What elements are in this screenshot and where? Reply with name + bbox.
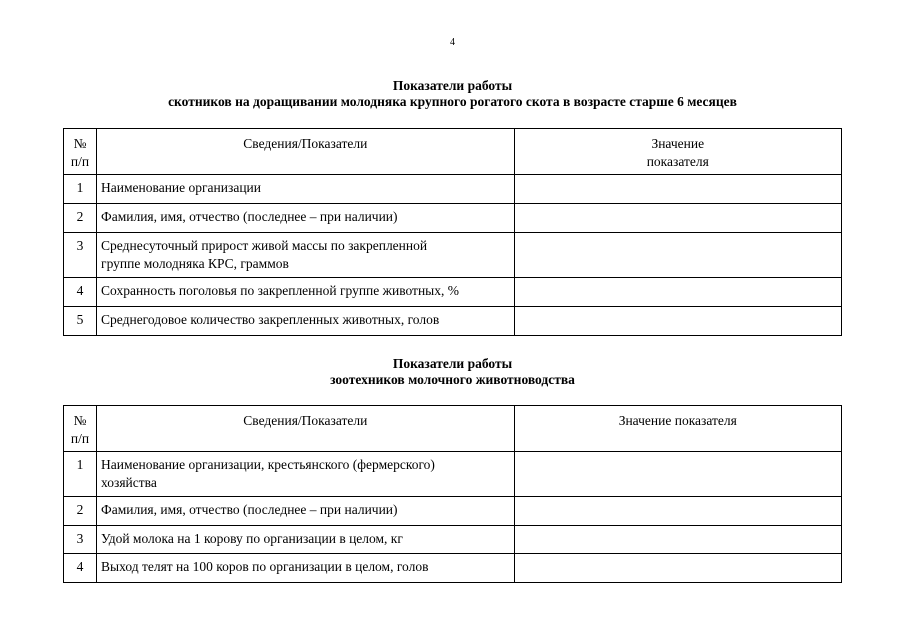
row-value-cell[interactable] — [514, 278, 841, 307]
row-num: 3 — [64, 233, 97, 278]
header-value — [514, 129, 841, 175]
section1-title-line1: Показатели работы — [392, 78, 513, 93]
row-num: 4 — [64, 554, 97, 583]
table-row — [64, 233, 842, 278]
row-value-cell[interactable] — [514, 307, 841, 336]
row-desc: Среднегодовое количество закрепленных животных, голов — [97, 307, 515, 336]
row-desc: Удой молока на 1 корову по организации в целом, кг — [97, 526, 515, 554]
page-number: 4 — [450, 37, 455, 48]
row-desc-line1: Наименование организации, крестьянского (фермерского) — [101, 457, 435, 472]
row-value-cell[interactable] — [514, 554, 841, 583]
header-num-line1: № — [73, 413, 87, 428]
table-row — [64, 278, 842, 307]
row-value-cell[interactable] — [514, 233, 841, 278]
row-num: 3 — [64, 526, 97, 554]
row-num: 5 — [64, 307, 97, 336]
row-desc-line2: группе молодняка КРС, граммов — [101, 256, 289, 271]
row-desc: Выход телят на 100 коров по организации в целом, голов — [97, 554, 515, 583]
row-desc: Фамилия, имя, отчество (последнее – при наличии) — [97, 204, 515, 233]
row-value-cell[interactable] — [514, 204, 841, 233]
row-desc-line1: Среднесуточный прирост живой массы по закрепленной — [101, 238, 428, 253]
row-desc: Сохранность поголовья по закрепленной группе животных, % — [97, 278, 515, 307]
table-row — [64, 452, 842, 497]
table-row — [64, 175, 842, 204]
row-num: 2 — [64, 204, 97, 233]
row-desc-line2: хозяйства — [101, 475, 157, 490]
table-row — [64, 526, 842, 554]
row-desc: Наименование организации — [97, 175, 515, 204]
row-desc — [97, 233, 515, 278]
row-num: 1 — [64, 175, 97, 204]
row-value-cell[interactable] — [514, 526, 841, 554]
row-value-cell[interactable] — [514, 497, 841, 526]
row-desc — [97, 452, 515, 497]
section2-title-line2: зоотехников молочного животноводства — [330, 372, 575, 387]
table-row — [64, 554, 842, 583]
section2-table — [63, 405, 842, 583]
table-header-row — [64, 406, 842, 452]
section1-table — [63, 128, 842, 336]
section1-title — [0, 78, 905, 110]
header-value-line1: Значение — [651, 136, 705, 151]
row-num: 2 — [64, 497, 97, 526]
table-row — [64, 497, 842, 526]
row-value-cell[interactable] — [514, 175, 841, 204]
row-num: 1 — [64, 452, 97, 497]
header-desc: Сведения/Показатели — [97, 406, 515, 452]
section2-title — [0, 356, 905, 388]
header-num — [64, 129, 97, 175]
header-value-line2: показателя — [646, 154, 709, 169]
table-row — [64, 204, 842, 233]
header-num-line1: № — [73, 136, 87, 151]
header-desc: Сведения/Показатели — [97, 129, 515, 175]
header-num-line2: п/п — [70, 431, 90, 446]
section2-title-line1: Показатели работы — [392, 356, 513, 371]
header-num-line2: п/п — [70, 154, 90, 169]
table-header-row — [64, 129, 842, 175]
row-value-cell[interactable] — [514, 452, 841, 497]
section1-title-line2: скотников на доращивании молодняка крупного рогатого скота в возрасте старше 6 месяцев — [168, 94, 737, 109]
table-row — [64, 307, 842, 336]
row-desc: Фамилия, имя, отчество (последнее – при наличии) — [97, 497, 515, 526]
header-num — [64, 406, 97, 452]
header-value: Значение показателя — [514, 406, 841, 452]
row-num: 4 — [64, 278, 97, 307]
